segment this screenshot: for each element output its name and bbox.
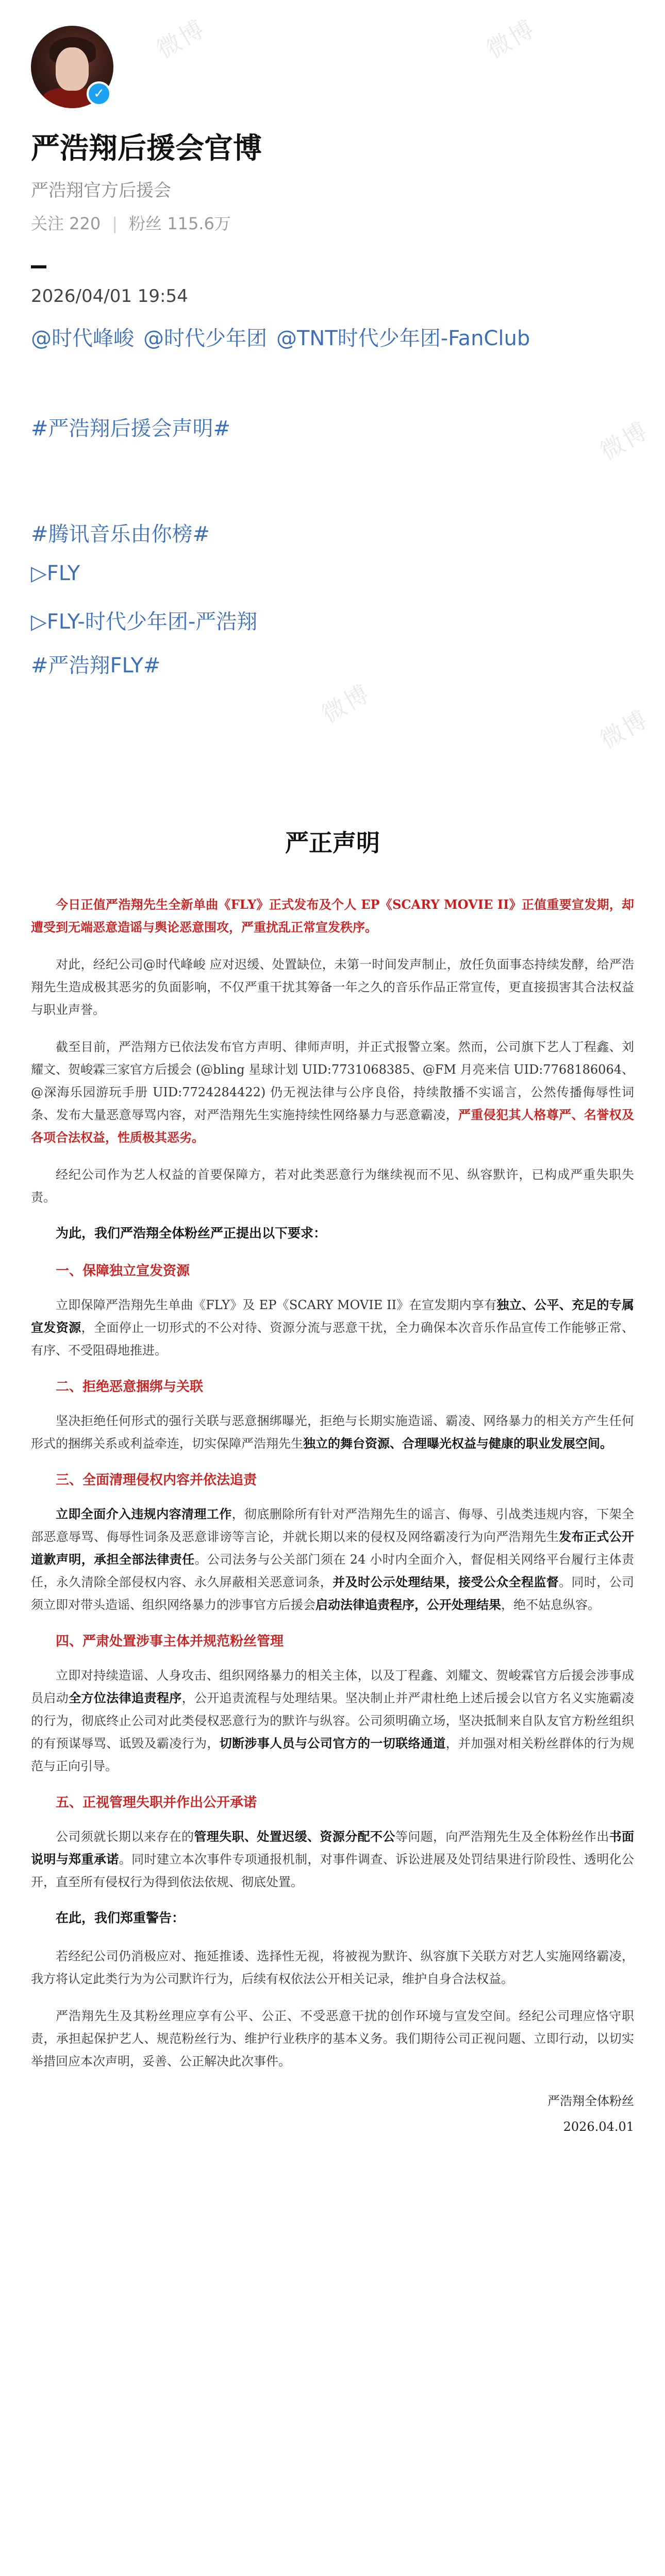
followers-count[interactable]: 粉丝 115.6万 [129, 214, 231, 233]
paragraph: 经纪公司作为艺人权益的首要保障方，若对此类恶意行为继续视而不见、纵容默许，已构成严重失职失责。 [31, 1167, 634, 1205]
requirements-heading: 为此，我们严浩翔全体粉丝严正提出以下要求： [56, 1226, 327, 1241]
account-name[interactable]: 严浩翔后援会官博 [31, 132, 262, 165]
divider [31, 265, 46, 268]
mention-link[interactable]: @TNT时代少年团-FanClub [276, 327, 530, 350]
paragraph: 若经纪公司仍消极应对、拖延推诿、选择性无视，将被视为默许、纵容旗下关联方对艺人实施网络霸凌，我方将认定此类行为为公司默许行为，后续有权依法公开相关记录，维护自身合法权益。 [31, 1949, 634, 1986]
profile-header [31, 26, 634, 351]
signature-date: 2026.04.01 [563, 2120, 634, 2134]
mentions [31, 322, 634, 351]
paragraph: 立即全面介入违规内容清理工作，彻底删除所有针对严浩翔先生的谣言、侮辱、引战类违规内容，下架全部恶意辱骂、侮辱性词条及恶意诽谤等言论，并就长期以来的侵权及网络霸凌行为向严浩翔先生发布正式公开道歉声明，承担全部法律责任。公司法务与公关部门须在 24 小时内全面介入，督促相关网络平台履行主体责任，永久清除全部侵权内容、永久屏蔽相关恶意词条，并及时公示处理结果，接受公众全程监督。同时，公司须立即对带头造谣、组织网络暴力的涉事官方后援会启动法律追责程序，公开处理结果，绝不姑息纵容。 [31, 1506, 635, 1612]
topic-link[interactable]: #严浩翔FLY# [31, 654, 161, 677]
warning-heading: 在此，我们郑重警告： [56, 1910, 185, 1925]
mention-link[interactable]: @时代峰峻 [31, 327, 134, 350]
paragraph: 坚决拒绝任何形式的强行关联与恶意捆绑曝光，拒绝与长期实施造谣、霸凌、网络暴力的相关方产生任何形式的捆绑关系或利益牵连，切实保障严浩翔先生独立的舞台资源、合理曝光权益与健康的职业发展空间。 [31, 1414, 634, 1451]
section-heading: 五、正视管理失职并作出公开承诺 [56, 1795, 257, 1810]
account-subtitle: 严浩翔官方后援会 [31, 180, 171, 201]
intro-paragraph: 今日正值严浩翔先生全新单曲《FLY》正式发布及个人 EP《SCARY MOVIE II》正值重要宣发期，却遭受到无端恶意造谣与舆论恶意围攻，严重扰乱正常宣发秩序。 [31, 897, 634, 935]
paragraph: 公司须就长期以来存在的管理失职、处置迟缓、资源分配不公等问题，向严浩翔先生及全体粉丝作出书面说明与郑重承诺。同时建立本次事件专项通报机制，对事件调查、诉讼进展及处罚结果进行阶段性、透明化公开，直至所有侵权行为得到依法依规、彻底处置。 [31, 1829, 635, 1889]
document-title: 严正声明 [285, 829, 380, 857]
topic-link[interactable]: #严浩翔后援会声明# [31, 417, 231, 440]
avatar[interactable] [31, 26, 113, 108]
paragraph: 严浩翔先生及其粉丝理应享有公平、公正、不受恶意干扰的创作环境与宣发空间。经纪公司理应恪守职责，承担起保护艺人、规范粉丝行为、维护行业秩序的基本义务。我们期待公司正视问题、立即行动，以切实举措回应本次声明，妥善、公正解决此次事件。 [31, 2009, 634, 2069]
song-link[interactable]: ▷FLY [31, 562, 80, 585]
watermark: 微博 [595, 704, 654, 754]
watermark: 微博 [152, 14, 211, 64]
watermark: 微博 [317, 679, 376, 728]
post-timestamp: 2026/04/01 19:54 [31, 286, 188, 307]
section-heading: 二、拒绝恶意捆绑与关联 [56, 1379, 204, 1395]
watermark: 微博 [481, 14, 541, 64]
paragraph: 截至目前，严浩翔方已依法发布官方声明、律师声明，并正式报警立案。然而，公司旗下艺人丁程鑫、刘耀文、贺峻霖三家官方后援会 (@bling 星球计划 UID:7731068385、@FM 月亮来信 UID:7768186064、@深海乐园游玩手册 UID:7724284422) 仍无视法律与公序良俗，持续散播不实谣言，公然传播侮辱性词条、发布大量恶意辱骂内容，对严浩翔先生实施持续性网络暴力与恶意霸凌，严重侵犯其人格尊严、名誉权及各项合法权益，性质极其恶劣。 [31, 1040, 635, 1145]
mention-link[interactable]: @时代少年团 [143, 327, 267, 350]
paragraph: 立即保障严浩翔先生单曲《FLY》及 EP《SCARY MOVIE II》在宣发期内享有独立、公平、充足的专属宣发资源，全面停止一切形式的不公对待、资源分流与恶意干扰，全力确保本次音乐作品宣传工作能够正常、有序、不受阻碍地推进。 [31, 1297, 635, 1358]
paragraph: 对此，经纪公司@时代峰峻 应对迟缓、处置缺位，未第一时间发声制止，放任负面事态持续发酵，给严浩翔先生造成极其恶劣的负面影响，不仅严重干扰其筹备一年之久的音乐作品正常宣传，更直接损害其合法权益与职业声誉。 [31, 957, 634, 1017]
signature-block [31, 2088, 634, 2140]
section-heading: 四、严肃处置涉事主体并规范粉丝管理 [56, 1634, 284, 1649]
section-heading: 一、保障独立宣发资源 [56, 1263, 190, 1279]
section-heading: 三、全面清理侵权内容并依法追责 [56, 1472, 257, 1488]
paragraph: 立即对持续造谣、人身攻击、组织网络暴力的相关主体，以及丁程鑫、刘耀文、贺峻霖官方后援会涉事成员启动全方位法律追责程序，公开追责流程与处理结果。坚决制止并严肃杜绝上述后援会以官方名义实施霸凌的行为，彻底终止公司对此类侵权恶意行为的默许与纵容。公司须明确立场，坚决抵制来自队友官方粉丝组织的有预谋辱骂、诋毁及霸凌行为，切断涉事人员与公司官方的一切联络通道，并加强对相关粉丝群体的行为规范与正向引导。 [31, 1668, 635, 1773]
song-link[interactable]: ▷FLY-时代少年团-严浩翔 [31, 610, 258, 634]
statement-document [31, 824, 634, 2140]
verified-icon: ✓ [87, 81, 111, 106]
account-stats: 关注 220 | 粉丝 115.6万 [31, 214, 231, 233]
following-count[interactable]: 关注 220 [31, 214, 101, 233]
topic-link[interactable]: #腾讯音乐由你榜# [31, 522, 210, 546]
signature: 严浩翔全体粉丝 [547, 2094, 634, 2108]
watermark: 微博 [595, 416, 654, 466]
